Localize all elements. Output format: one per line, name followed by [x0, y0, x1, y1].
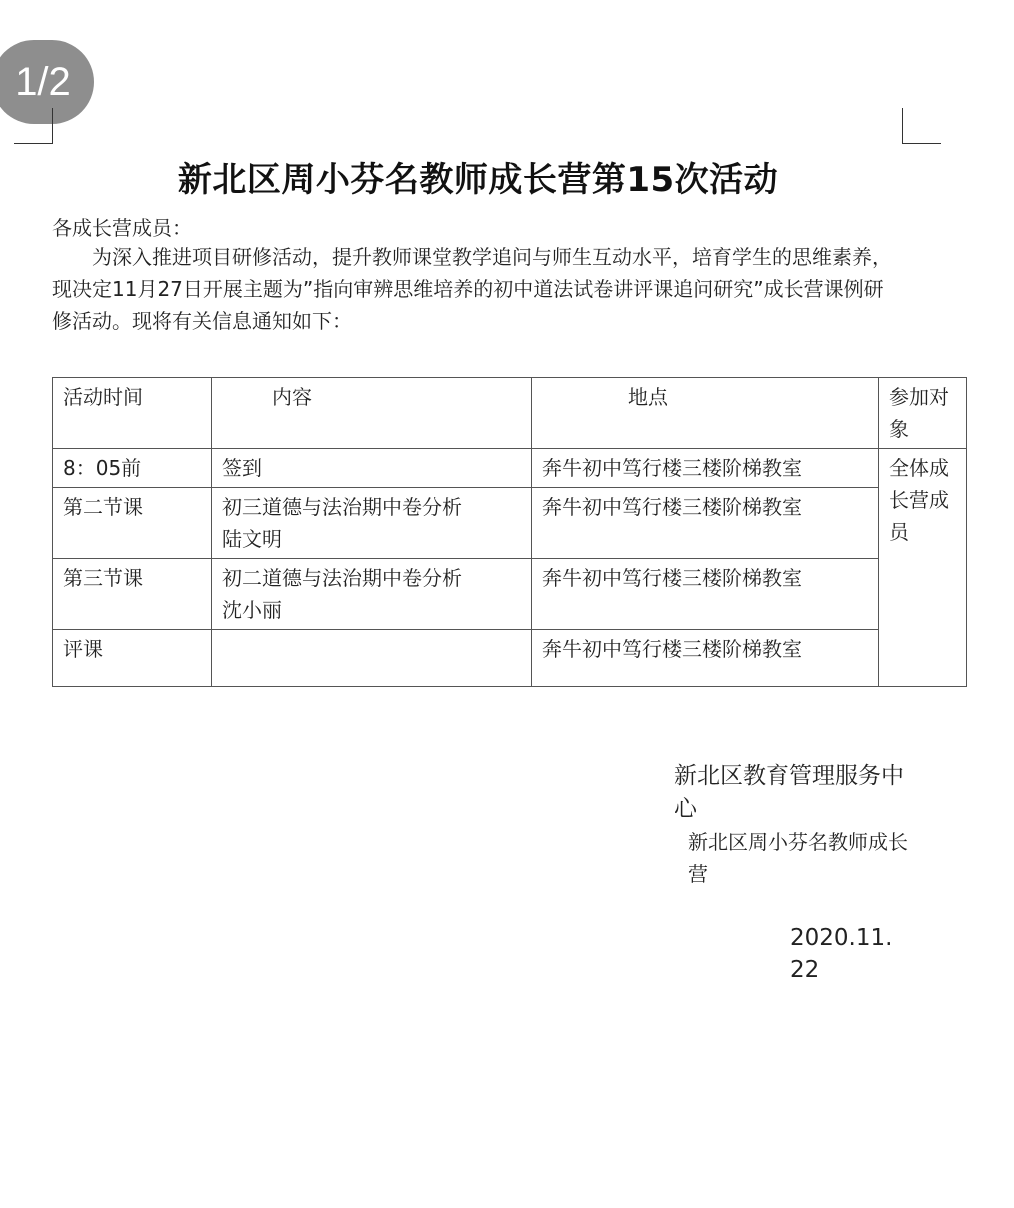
- row-speaker: 沈小丽: [222, 598, 282, 622]
- row-time: 第二节课: [53, 488, 212, 559]
- document-title: 新北区周小芬名教师成长营第15次活动: [177, 160, 779, 200]
- crop-mark-top-left: [14, 108, 53, 144]
- row-time: 8：05前: [53, 449, 212, 488]
- row-content: [212, 488, 532, 559]
- participants-cell: 全体成长营成员: [879, 449, 967, 687]
- crop-mark-top-right: [902, 108, 941, 144]
- signature-org-2: 新北区周小芬名教师成长营: [688, 830, 908, 886]
- signature-org-1: 新北区教育管理服务中心: [674, 763, 904, 822]
- row-place: 奔牛初中笃行楼三楼阶梯教室: [532, 630, 879, 687]
- salutation: 各成长营成员：: [52, 216, 192, 240]
- table-row: [53, 488, 967, 559]
- table-header-row: [53, 378, 967, 449]
- row-content: [212, 630, 532, 687]
- table-row: [53, 559, 967, 630]
- row-content: [212, 559, 532, 630]
- row-topic: 初三道德与法治期中卷分析: [222, 495, 462, 519]
- table-row: [53, 630, 967, 687]
- page-indicator: 1/2: [0, 40, 94, 124]
- signature-date: 2020.11.22: [790, 925, 893, 983]
- row-speaker: 陆文明: [222, 527, 282, 551]
- table-row: [53, 449, 967, 488]
- row-place: 奔牛初中笃行楼三楼阶梯教室: [532, 449, 879, 488]
- row-place: 奔牛初中笃行楼三楼阶梯教室: [532, 559, 879, 630]
- row-place: 奔牛初中笃行楼三楼阶梯教室: [532, 488, 879, 559]
- row-content: 签到: [212, 449, 532, 488]
- header-time: 活动时间: [53, 378, 212, 449]
- body-paragraph: 为深入推进项目研修活动，提升教师课堂教学追问与师生互动水平，培育学生的思维素养，现决定11月27日开展主题为”指向审辨思维培养的初中道法试卷讲评课追问研究”成长营课例研修活动。现将有关信息通知如下：: [52, 245, 892, 333]
- schedule-table: [52, 377, 967, 687]
- header-place: 地点: [532, 378, 879, 449]
- row-topic: 初二道德与法治期中卷分析: [222, 566, 462, 590]
- header-content: 内容: [212, 378, 532, 449]
- row-time: 评课: [53, 630, 212, 687]
- row-time: 第三节课: [53, 559, 212, 630]
- header-participants: 参加对象: [879, 378, 967, 449]
